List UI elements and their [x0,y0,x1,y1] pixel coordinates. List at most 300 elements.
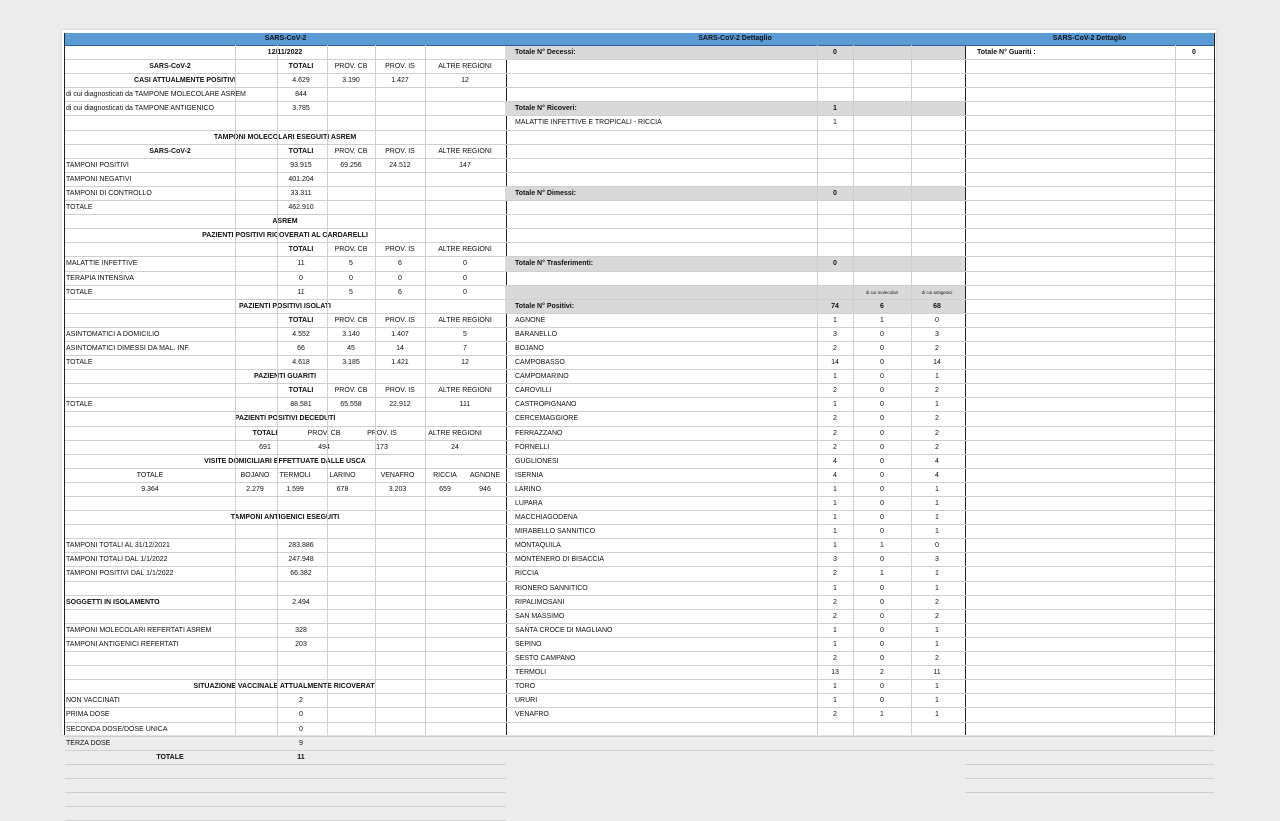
row-label: di cui diagnosticati da TAMPONE ANTIGENICO [66,105,214,113]
comune-total: 2 [833,387,837,395]
sheet-row [965,469,1214,483]
sheet-row [965,680,1214,694]
sheet-row [965,610,1214,624]
comune-antigenici: 2 [935,612,939,620]
comune-total: 2 [833,612,837,620]
report-date: 12/11/2022 [267,49,303,56]
comune-name: MACCHIAGODENA [515,514,578,522]
sheet-row [505,723,965,737]
comune-total: 1 [833,683,837,691]
totali-value: 3.785 [292,105,310,113]
usca-value: 678 [336,485,349,493]
sheet-row [65,751,506,765]
comune-total: 1 [833,514,837,522]
comune-molecolari: 0 [880,500,884,507]
sheet-row [965,666,1214,680]
prov-is-value: 6 [398,288,402,296]
comune-name: SESTO CAMPANO [515,655,576,663]
sheet-row [965,60,1214,74]
comune-row [505,356,965,370]
sheet-row [505,243,965,257]
row-label: TAMPONI TOTALI DAL 1/1/2022 [66,556,168,564]
comune-molecolari: 1 [880,711,884,719]
sheet-row [65,328,506,342]
prov-cb-value: 5 [349,288,353,296]
sheet-row [505,173,965,187]
comune-antigenici: 1 [935,514,939,522]
comune-name: TERMOLI [515,669,547,677]
comune-antigenici: 1 [935,711,939,719]
usca-col-header: AGNONE [469,471,501,479]
comune-molecolari: 0 [880,359,884,367]
prov-is-value: 1.427 [391,77,409,85]
prov-cb-value: 3.185 [342,359,360,367]
total-row [505,102,965,116]
row-label: TOTALE [66,401,93,409]
column-line [911,45,912,735]
prov-cb-value: 69.256 [340,161,362,169]
comune-antigenici: 1 [935,373,939,381]
totali-value: 328 [295,626,307,634]
row-label: NON VACCINATI [66,697,120,705]
totali-value: 33.311 [290,189,312,197]
comune-row [505,427,965,441]
comune-molecolari: 0 [880,457,884,465]
altre-regioni-value: 147 [459,161,471,169]
sheet-row [965,398,1214,412]
sheet-row [965,779,1214,793]
comune-name: ISERNIA [515,471,544,479]
sheet-row [965,314,1214,328]
comune-antigenici: 2 [935,429,939,437]
sheet-row [65,694,506,708]
comune-row [505,370,965,384]
right-panel-header: SARS-CoV-2 Dettaglio [965,33,1214,46]
section-title: TAMPONI MOLECOLARI ESEGUITI ASREM [213,133,357,141]
altre-regioni-value: 12 [461,359,469,367]
comune-molecolari: 0 [880,514,884,522]
sheet-row [965,483,1214,497]
comune-antigenici: 1 [935,500,939,507]
comune-name: URURI [515,697,538,705]
col-header-prov-is: PROV. IS [385,246,415,254]
sheet-row [965,145,1214,159]
sheet-row [965,102,1214,116]
total-row [965,46,1214,60]
sheet-row [965,567,1214,581]
comune-name: MIRABELLO SANNITICO [515,528,596,536]
totali-value: 88.581 [290,401,312,409]
comune-total: 2 [833,344,837,352]
total-label: Totale N° Trasferimenti: [515,260,594,268]
sheet-row [965,737,1214,751]
sheet-row [965,257,1214,271]
totali-value: 247.948 [288,556,314,564]
sheet-row [65,314,506,328]
sheet-row [65,483,506,497]
comune-antigenici: 1 [935,626,939,634]
total-row [505,187,965,201]
comune-antigenici: 4 [935,471,939,479]
right-panel [965,33,1215,735]
sheet-row [965,497,1214,511]
sheet-row [965,596,1214,610]
col-header: TOTALI [252,429,278,437]
total-row [505,46,965,60]
row-label: TOTALE [156,753,184,761]
comune-molecolari: 0 [880,344,884,352]
sheet-row [965,215,1214,229]
comune-name: FERRAZZANO [515,429,563,437]
totali-value: 11 [297,753,305,761]
column-line [235,45,236,735]
comune-molecolari: 0 [880,556,884,564]
altre-regioni-value: 0 [463,288,467,296]
comune-row [505,525,965,539]
comune-antigenici: 4 [935,457,939,465]
comune-total: 3 [833,556,837,564]
sheet-row [965,511,1214,525]
comune-row [505,511,965,525]
sheet-row [65,567,506,581]
totali-value: 2 [299,697,303,705]
deceduti-value: 494 [318,443,330,451]
comune-molecolari: 0 [880,626,884,634]
section-title: PAZIENTI POSITIVI ISOLATI [239,302,331,310]
section-title: PAZIENTI POSITIVI DECEDUTI [234,415,336,423]
prov-cb-value: 65.558 [340,401,362,409]
row-label: TAMPONI TOTALI AL 31/12/2021 [66,542,170,550]
sheet-row [965,427,1214,441]
comune-row [505,328,965,342]
total-label: Totale N° Ricoveri: [515,105,577,113]
row-label: TAMPONI ANTIGENICI REFERTATI [66,640,179,648]
comune-antigenici: 2 [935,387,939,395]
sheet-row [965,441,1214,455]
col-header-altre-regioni: ALTRE REGIONI [438,387,492,395]
usca-col-header: LARINO [329,471,356,479]
sheet-row [505,60,965,74]
sheet-row [65,131,506,145]
positivi-molecolari: 6 [880,302,884,310]
col-header-totali: TOTALI [288,387,314,395]
sheet-row [65,88,506,102]
prov-is-value [375,173,425,186]
prov-is-value: 1.407 [391,330,409,338]
row-label: TOTALE [66,204,93,212]
totali-value: 93.915 [290,161,312,169]
total-value: 0 [833,49,837,56]
totali-value: 11 [297,288,305,296]
sheet-row [965,342,1214,356]
column-line [277,45,278,735]
col-header-totali: TOTALI [288,63,314,71]
comune-row [505,398,965,412]
sheet-row [965,708,1214,722]
comune-name: VENAFRO [515,711,549,719]
col-header-prov-is: PROV. IS [385,316,415,324]
col-header-prov-is: PROV. IS [385,387,415,395]
prov-cb-value [327,201,375,214]
comune-row [505,652,965,666]
comune-molecolari: 1 [880,316,884,324]
sheet-row [505,131,965,145]
col-header-antigenici: di cui antigenici [921,289,953,295]
row-label: TAMPONI DI CONTROLLO [66,189,152,197]
sheet-row [505,145,965,159]
comune-name: MONTENERO DI BISACCIA [515,556,605,564]
column-line [1175,45,1176,735]
sheet-row [65,708,506,722]
prov-is-value: 14 [396,344,404,352]
prov-cb-value [327,187,375,200]
deceduti-value: 24 [451,443,459,451]
prov-is-value: 22.912 [389,401,411,409]
col-header-prov-is: PROV. IS [385,63,415,71]
sheet-row [65,666,506,680]
comune-name: TORO [515,683,536,691]
sheet-row [65,638,506,652]
comune-name: CERCEMAGGIORE [515,415,579,423]
sheet-row [965,370,1214,384]
usca-col-header: TOTALE [136,471,164,479]
comune-total: 1 [833,626,837,634]
comune-antigenici: 1 [935,485,939,493]
usca-value: 1.599 [286,485,304,493]
sheet-row [965,328,1214,342]
altre-regioni-value: 7 [463,344,467,352]
sheet-row [965,131,1214,145]
prov-cb-value: 3.190 [342,77,360,85]
comune-row [505,553,965,567]
altre-regioni-value [425,201,505,214]
comune-row [505,384,965,398]
total-row [505,257,965,271]
sheet-row [65,116,506,130]
comune-row [505,314,965,328]
total-label: Totale N° Guariti : [977,49,1036,56]
col-header-totali: TOTALI [288,147,314,155]
sheet-row [65,737,506,751]
sheet-row [505,116,965,130]
comune-name: FORNELLI [515,443,550,451]
sheet-row [965,638,1214,652]
comune-row [505,342,965,356]
sheet-row [65,610,506,624]
comune-row [505,596,965,610]
sheet-row [65,441,506,455]
prov-is-value [375,187,425,200]
sheet-row [505,737,965,751]
comune-total: 4 [833,457,837,465]
comune-total: 4 [833,471,837,479]
sheet-row [65,356,506,370]
column-line [425,45,426,735]
comune-row [505,469,965,483]
prov-cb-value: 3.140 [342,330,360,338]
comune-antigenici: 14 [933,359,941,367]
comune-total: 2 [833,429,837,437]
row-label: TOTALE [66,359,93,367]
comune-row [505,455,965,469]
sheet-row [965,384,1214,398]
comune-total: 13 [831,669,839,677]
row-label: SECONDA DOSE/DOSE UNICA [66,725,168,733]
comune-molecolari: 0 [880,640,884,648]
total-value: 0 [833,189,837,197]
sheet-row [65,229,506,243]
usca-value: 659 [439,485,451,493]
col-header-altre-regioni: ALTRE REGIONI [438,147,492,155]
comune-row [505,567,965,581]
sheet-row [965,694,1214,708]
left-panel-header: SARS-CoV-2 [65,33,506,46]
comune-name: AGNONE [515,316,546,324]
prov-cb-value: 5 [349,260,353,268]
row-label: MALATTIE INFETTIVE [66,260,138,268]
comune-name: CAROVILLI [515,387,552,395]
col-header: ALTRE REGIONI [428,429,482,437]
sheet-row [965,582,1214,596]
total-label: Totale N° Dimessi: [515,189,577,197]
column-line [375,45,376,735]
sheet-row [65,624,506,638]
comune-total: 1 [833,528,837,536]
totali-value: 4.629 [292,77,310,85]
row-label: TERAPIA INTENSIVA [66,274,134,282]
section-subtitle: SARS-CoV-2 [149,63,191,71]
comune-molecolari: 1 [880,542,884,550]
sheet-row [65,455,506,469]
comune-name: BARANELLO [515,330,558,338]
totali-value: 9 [299,739,303,747]
comune-name: RIPALIMOSANI [515,598,565,606]
totali-value: 203 [295,640,307,648]
comune-name: RIONERO SANNITICO [515,584,588,592]
col-header-totali: TOTALI [288,316,314,324]
comune-total: 1 [833,316,837,324]
total-value: 1 [833,105,837,113]
comune-antigenici: 1 [935,528,939,536]
sheet-row [965,173,1214,187]
sheet-row [65,553,506,567]
sheet-row [65,145,506,159]
row-value: 1 [833,119,837,127]
sheet-row [965,525,1214,539]
comune-molecolari: 0 [880,415,884,423]
prov-is-value: 0 [398,274,402,282]
row-label: MALATTIE INFETTIVE E TROPICALI - RICCIA [515,119,662,127]
sheet-row [65,723,506,737]
comune-row [505,441,965,455]
col-header-prov-cb: PROV. CB [334,316,368,324]
row-label: TAMPONI POSITIVI [66,161,129,169]
sheet-row [965,652,1214,666]
deceduti-value: 691 [259,443,271,451]
middle-panel [505,33,966,735]
sheet-row [965,300,1214,314]
col-header-prov-is: PROV. IS [385,147,415,155]
deceduti-value: 173 [376,443,388,451]
altre-regioni-value [425,173,505,186]
comune-molecolari: 0 [880,443,884,451]
sheet-row [965,539,1214,553]
comune-total: 1 [833,697,837,705]
totali-value: 0 [299,274,303,282]
usca-col-header: RICCIA [433,471,457,479]
prov-cb-value: 45 [347,344,355,352]
prov-is-value: 6 [398,260,402,268]
comune-name: GUGLIONESI [515,457,559,465]
comune-total: 1 [833,542,837,550]
comune-antigenici: 2 [935,415,939,423]
comune-antigenici: 2 [935,655,939,663]
date-row [65,46,506,60]
sheet-row [965,74,1214,88]
sheet-row [65,187,506,201]
column-line [853,45,854,735]
comune-molecolari: 2 [880,669,884,677]
comune-total: 2 [833,570,837,578]
comune-total: 2 [833,655,837,663]
comune-antigenici: 2 [935,443,939,451]
comune-name: RICCIA [515,570,539,578]
section-title: SITUAZIONE VACCINALE ATTUALMENTE RICOVERATI [193,683,377,691]
sheet-row [505,88,965,102]
prov-cb-value [327,173,375,186]
sheet-row [65,201,506,215]
comune-row [505,539,965,553]
comune-molecolari: 0 [880,387,884,395]
sheet-row [65,793,506,807]
sheet-row [65,370,506,384]
comune-row [505,638,965,652]
sheet-row [65,680,506,694]
comune-row [505,666,965,680]
sheet-row [965,116,1214,130]
sheet-row [505,74,965,88]
comune-antigenici: 1 [935,584,939,592]
sheet-row [65,398,506,412]
comune-total: 14 [831,359,839,367]
totali-value: 283.886 [288,542,314,550]
comune-name: BOJANO [515,344,544,352]
comune-antigenici: 1 [935,570,939,578]
col-header: PROV. CB [307,429,341,437]
sheet-row [65,412,506,426]
sheet-row [65,342,506,356]
comune-molecolari: 1 [880,570,884,578]
section-footer: ASREM [272,218,298,226]
comune-name: SEPINO [515,640,542,648]
totali-value: 11 [297,260,305,268]
usca-value: 946 [479,485,491,493]
sheet-row [65,286,506,300]
comune-total: 1 [833,500,837,507]
sheet-row [65,497,506,511]
sheet-row [65,159,506,173]
sheet-row [965,88,1214,102]
comune-molecolari: 0 [880,655,884,663]
total-label: Totale N° Decessi: [515,49,576,56]
comune-antigenici: 0 [935,542,939,550]
row-label: di cui diagnosticati da TAMPONE MOLECOLARE ASREM [66,91,246,99]
col-header-prov-cb: PROV. CB [334,246,368,254]
sheet-row [505,201,965,215]
comune-molecolari: 0 [880,429,884,437]
comune-name: MONTAQUILA [515,542,561,550]
prov-is-value [375,201,425,214]
